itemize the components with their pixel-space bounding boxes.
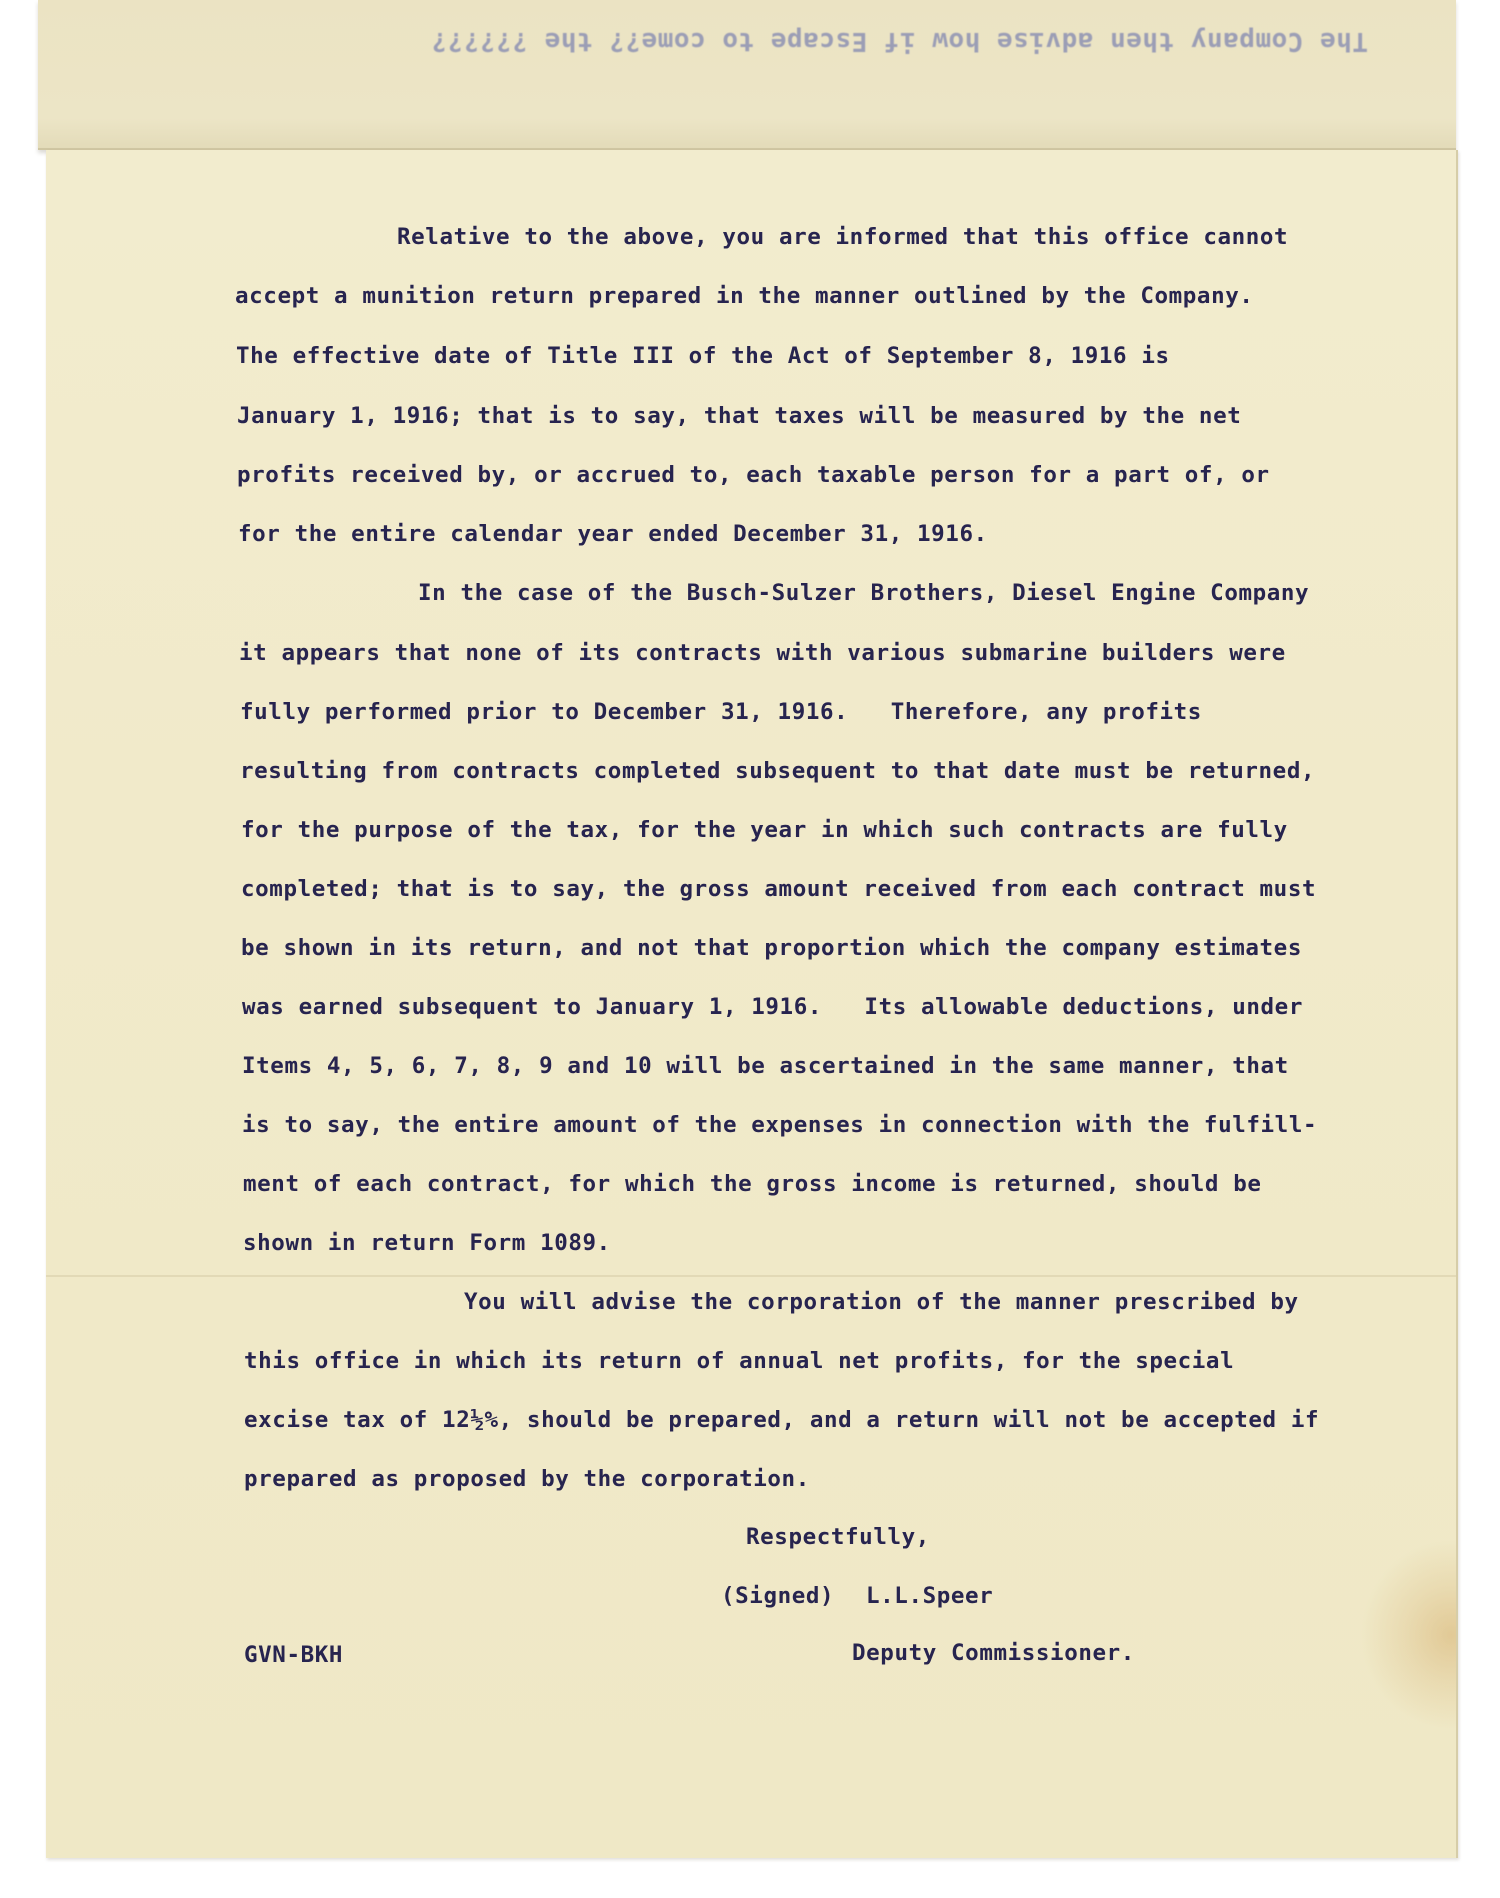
- text-line: prepared as proposed by the corporation.: [244, 1466, 810, 1492]
- text-line: January 1, 1916; that is to say, that taxes will be measured by the net: [237, 403, 1242, 429]
- folded-previous-sheet: [38, 0, 1456, 150]
- text-line: excise tax of 12½%, should be prepared, and a return will not be accepted if: [244, 1407, 1320, 1433]
- text-line: was earned subsequent to January 1, 1916. Its allowable deductions, under: [242, 994, 1303, 1020]
- bleed-through-text: The Company then advise how if Escape to come?? the ??????: [431, 26, 1368, 56]
- text-line: resulting from contracts completed subsequent to that date must be returned,: [240, 758, 1316, 784]
- text-line: Items 4, 5, 6, 7, 8, 9 and 10 will be ascertained in the same manner, that: [242, 1053, 1289, 1079]
- text-line: You will advise the corporation of the manner prescribed by: [464, 1289, 1299, 1315]
- text-line: The effective date of Title III of the Act of September 8, 1916 is: [236, 343, 1170, 369]
- signed-label: (Signed): [721, 1583, 835, 1609]
- text-line: fully performed prior to December 31, 1916. Therefore, any profits: [240, 699, 1202, 725]
- text-line: profits received by, or accrued to, each taxable person for a part of, or: [237, 462, 1270, 488]
- text-line: it appears that none of its contracts with various submarine builders were: [239, 640, 1286, 666]
- valediction: Respectfully,: [746, 1524, 930, 1550]
- paper-fold: [46, 1275, 1456, 1277]
- text-line: is to say, the entire amount of the expenses in connection with the fulfill-: [242, 1112, 1318, 1138]
- text-line: In the case of the Busch-Sulzer Brothers, Diesel Engine Company: [418, 580, 1310, 606]
- text-line: for the purpose of the tax, for the year in which such contracts are fully: [241, 817, 1288, 843]
- text-line: Relative to the above, you are informed that this office cannot: [397, 224, 1289, 250]
- letter-sheet: [46, 150, 1458, 1858]
- signer-title: Deputy Commissioner.: [852, 1640, 1135, 1666]
- text-line: shown in return Form 1089.: [243, 1230, 611, 1256]
- signer-name: L.L.Speer: [866, 1583, 994, 1609]
- text-line: this office in which its return of annual net profits, for the special: [244, 1348, 1235, 1374]
- text-line: be shown in its return, and not that proportion which the company estimates: [241, 935, 1302, 961]
- text-line: accept a munition return prepared in the manner outlined by the Company.: [235, 283, 1254, 309]
- text-line: for the entire calendar year ended December 31, 1916.: [238, 521, 988, 547]
- text-line: completed; that is to say, the gross amount received from each contract must: [241, 876, 1317, 902]
- typist-initials: GVN-BKH: [244, 1642, 344, 1668]
- text-line: ment of each contract, for which the gross income is returned, should be: [243, 1171, 1262, 1197]
